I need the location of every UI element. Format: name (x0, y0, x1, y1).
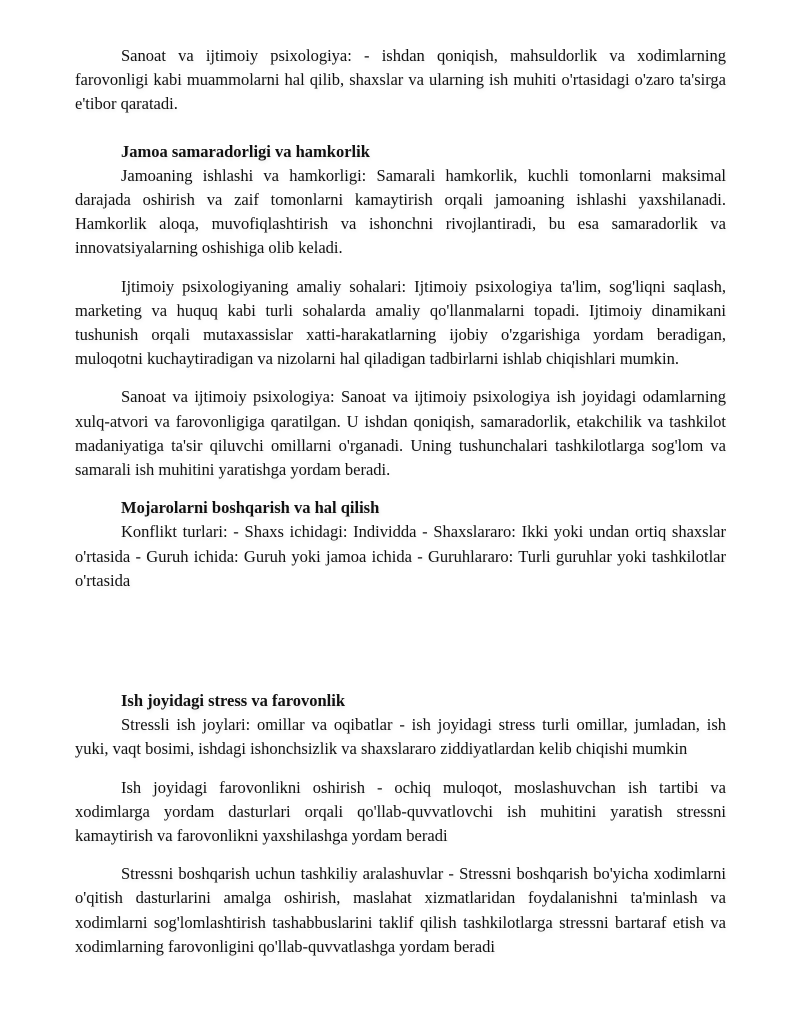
heading-conflict-management: Mojarolarni boshqarish va hal qilish (121, 498, 380, 518)
paragraph-team-collaboration: Jamoaning ishlashi va hamkorligi: Samarali hamkorlik, kuchli tomonlarni maksimal darajada oshirish va zaif tomonlarni kamaytirish orqali jamoaning ishlashi yaxshilanadi. Hamkorlik aloqa, muvofiqlashtirish va ishonchni rivojlantiradi, bu esa samaradorlik va innovatsiyalarning oshishiga olib keladi. (75, 165, 726, 258)
spacer (75, 762, 726, 776)
paragraph-industrial-social-psychology: Sanoat va ijtimoiy psixologiya: Sanoat va ijtimoiy psixologiya ish joyidagi odamlarning xulq-atvori va farovonligiga qaratilgan. U ishdan qoniqish, samaradorlik, etakchilik va tashkilot madaniyatiga ta'sir qiluvchi omillarni o'rganadi. Uning tushunchalari tashkilotlarga sog'lom va samarali ish muhitini yaratishga yordam beradi. (75, 387, 726, 480)
spacer (75, 131, 726, 140)
paragraph-improving-wellbeing: Ish joyidagi farovonlikni oshirish - ochiq muloqot, moslashuvchan ish tartibi va xodimlarga yordam dasturlari orqali qo'llab-quvvatlovchi ish muhitini yaratish stressni kamaytirish va farovonlikni yaxshilashga yordam beradi (75, 777, 726, 846)
paragraph-conflict-types: Konflikt turlari: - Shaxs ichidagi: Individda - Shaxslararo: Ikki yoki undan ortiq shaxslar o'rtasida - Guruh ichida: Guruh yoki jamoa ichida - Guruhlararo: Turli guruhlar yoki tashkilotlar o'rtasida (75, 522, 726, 590)
paragraph-organizational-interventions: Stressni boshqarish uchun tashkiliy aralashuvlar - Stressni boshqarish bo'yicha xodimlarni o'qitish dasturlarini amalga oshirish, maslahat xizmatlaridan foydalanishni ta'minlash va xodimlarni sog'lomlashtirish tashabbuslarini taklif qilish tashkilotlarga stressni bartaraf etish va xodimlarning farovonligini qo'llab-quvvatlashga yordam beradi (75, 864, 726, 956)
document-page (75, 44, 726, 959)
heading-team-effectiveness: Jamoa samaradorligi va hamkorlik (121, 141, 370, 161)
spacer (75, 593, 726, 689)
paragraph-stress-factors: Stressli ish joylari: omillar va oqibatlar - ish joyidagi stress turli omillar, jumladan, ish yuki, vaqt bosimi, ishdagi ishonchsizlik va shaxslararo ziddiyatlardan kelib chiqishi mumkin (75, 715, 726, 759)
spacer (75, 261, 726, 275)
spacer (75, 117, 726, 131)
paragraph-applied-areas: Ijtimoiy psixologiyaning amaliy sohalari: Ijtimoiy psixologiya ta'lim, sog'liqni saqlash, marketing va huquq kabi turli sohalarda amaliy qo'llanmalarni topadi. Ijtimoiy dinamikani tushunish orqali mutaxassislar xatti-harakatlarning ijobiy o'zgarishiga yordam beradigan, muloqotni kuchaytiradigan va nizolarni hal qiladigan tadbirlarni ishlab chiqishlari mumkin. (75, 276, 726, 369)
heading-workplace-stress: Ish joyidagi stress va farovonlik (121, 691, 346, 711)
spacer (75, 848, 726, 862)
paragraph-industrial-social-psychology-intro: Sanoat va ijtimoiy psixologiya: - ishdan qoniqish, mahsuldorlik va xodimlarning farovonligi kabi muammolarni hal qilib, shaxslar va ularning ish muhiti o'rtasidagi o'zaro ta'sirga e'tibor qaratadi. (75, 46, 726, 114)
spacer (75, 482, 726, 496)
spacer (75, 371, 726, 385)
